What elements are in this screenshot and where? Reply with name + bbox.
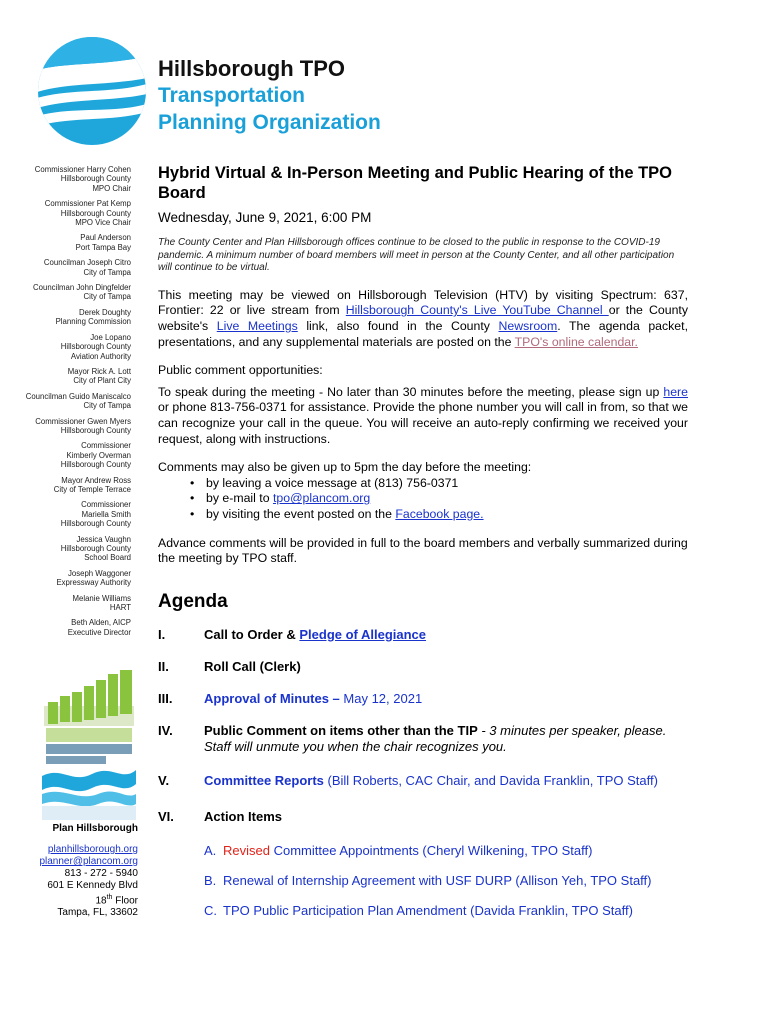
online-calendar-link[interactable]: TPO's online calendar. — [514, 334, 638, 349]
org-name-line3: Planning Organization — [158, 111, 381, 134]
public-comment-label: Public comment opportunities: — [158, 363, 323, 378]
board-member — [18, 283, 131, 302]
board-member-line: Commissioner Pat Kemp — [44, 199, 131, 209]
email-link[interactable]: planner@plancom.org — [39, 856, 138, 867]
board-member-line: School Board — [84, 553, 131, 563]
board-member — [18, 618, 131, 637]
board-member — [18, 500, 131, 528]
board-member-line: MPO Chair — [92, 183, 131, 193]
agenda-item-title: Action Items — [204, 808, 283, 824]
board-member-line: Derek Doughty — [78, 307, 131, 317]
website-link[interactable]: planhillsborough.org — [47, 844, 138, 855]
agenda-item-title: Roll Call (Clerk) — [204, 658, 301, 674]
revised-label: Revised — [223, 842, 270, 858]
action-item — [158, 873, 688, 889]
contact-city: Tampa, FL, 33602 — [57, 907, 138, 919]
list-item: • by visiting the event posted on the Facebook page. — [206, 507, 688, 523]
board-member-line: Councilman Joseph Citro — [43, 258, 131, 268]
board-member-line: Hillsborough County — [60, 460, 131, 470]
board-member-line: HART — [109, 603, 131, 613]
board-member-line: Hillsborough County — [60, 544, 131, 553]
agenda-item — [158, 723, 688, 755]
board-member — [18, 367, 131, 386]
agenda-item — [158, 809, 688, 825]
agenda-item-number: III. — [158, 690, 173, 706]
board-member — [18, 594, 131, 613]
board-members-list — [18, 165, 131, 643]
page-title: Hybrid Virtual & In-Person Meeting and Public Hearing of the TPO Board — [158, 164, 673, 202]
board-member-line: Hillsborough County — [60, 519, 131, 529]
board-member-line: Hillsborough County — [60, 174, 131, 184]
board-member-line: Melanie Williams — [72, 593, 131, 603]
speak-info: To speak during the meeting - No later than 30 minutes before the meeting, please sign up here or phone 813-756-0371 for assistance. Provide the phone number you will call in from, so that we can recognize your call in the queue. You will receive an auto-reply confirming we received your request, along with instructions. — [158, 384, 688, 446]
list-item: • by leaving a voice message at (813) 756-0371 — [206, 476, 688, 492]
newsroom-link[interactable]: Newsroom — [498, 318, 558, 333]
main-content — [158, 163, 688, 919]
org-name-line2: Transportation — [158, 84, 306, 107]
board-member — [18, 308, 131, 327]
board-member-line: Jessica Vaughn — [76, 534, 131, 544]
action-item-text: TPO Public Participation Plan Amendment (Davida Franklin, TPO Staff) — [223, 902, 633, 918]
meeting-date: Wednesday, June 9, 2021, 6:00 PM — [158, 210, 372, 225]
agenda-item-number: II. — [158, 658, 169, 674]
board-member — [18, 441, 131, 469]
list-item: • by e-mail to tpo@plancom.org — [206, 491, 688, 507]
board-member — [18, 476, 131, 495]
comments-intro: Comments may also be given up to 5pm the day before the meeting: • by leaving a voice message at (813) 756-0371 • by e-mail to tpo@plancom.org • by visiting the event posted on the Facebook page. — [158, 460, 688, 522]
board-member-line: Joe Lopano — [90, 332, 131, 342]
board-member — [18, 535, 131, 563]
board-member-line: Port Tampa Bay — [75, 242, 131, 252]
board-member — [18, 233, 131, 252]
agenda-heading: Agenda — [158, 590, 228, 612]
contact-info — [18, 823, 138, 919]
agenda-item — [158, 659, 688, 675]
board-member-line: Mayor Rick A. Lott — [67, 366, 131, 376]
action-item — [158, 843, 688, 859]
board-member-line: Councilman John Dingfelder — [33, 283, 131, 293]
board-member-line: Hillsborough County — [60, 208, 131, 218]
action-item-text: Renewal of Internship Agreement with USF DURP (Allison Yeh, TPO Staff) — [223, 872, 652, 888]
board-member-line: Paul Anderson — [80, 233, 131, 243]
board-member-line: Kimberly Overman — [66, 450, 131, 460]
board-member-line: Hillsborough County — [60, 425, 131, 435]
board-member-line: City of Tampa — [83, 267, 131, 277]
board-member-line: Commissioner — [81, 441, 131, 451]
contact-title: Plan Hillsborough — [52, 823, 138, 834]
agenda-item-title: Committee Reports — [204, 772, 324, 788]
agenda-item-number: IV. — [158, 722, 173, 738]
board-member-line: Mayor Andrew Ross — [61, 475, 131, 485]
board-member — [18, 333, 131, 361]
agenda-item-number: VI. — [158, 808, 174, 824]
board-member-line: Expressway Authority — [56, 578, 131, 588]
agenda-item-detail: - 3 minutes per speaker, please. Staff will unmute you when the chair recognizes you. — [204, 722, 667, 754]
agenda-item — [158, 773, 688, 789]
live-meetings-link[interactable]: Live Meetings — [216, 318, 298, 333]
board-member-line: Commissioner — [81, 500, 131, 510]
action-item-letter: B. — [204, 872, 217, 888]
agenda-item — [158, 691, 688, 707]
viewing-info: This meeting may be viewed on Hillsborough Television (HTV) by visiting Spectrum: 637, Frontier: 22 or live stream from Hillsborough County's Live YouTube Channel or the County website's Live Meetings link, also found in the County Newsroom. The agenda packet, presentations, and any supplemental materials are posted on the TPO's online calendar. — [158, 287, 688, 349]
action-item-letter: C. — [204, 902, 217, 918]
tpo-logo-icon — [37, 36, 147, 146]
sidebar-artwork-icon — [42, 666, 136, 820]
agenda-list — [158, 627, 688, 919]
agenda-item-title: Call to Order & — [204, 626, 300, 642]
board-member-line: City of Plant City — [73, 376, 131, 386]
agenda-item-number: V. — [158, 772, 170, 788]
org-name — [158, 55, 381, 136]
agenda-item — [158, 627, 688, 643]
org-name-line1: Hillsborough TPO — [158, 56, 345, 81]
comment-methods-list — [158, 476, 688, 523]
board-member — [18, 569, 131, 588]
advance-comments: Advance comments will be provided in full to the board members and verbally summarized during the meeting by TPO staff. — [158, 535, 688, 566]
action-item-text: Committee Appointments (Cheryl Wilkening, TPO Staff) — [269, 842, 593, 858]
tpo-email-link[interactable]: tpo@plancom.org — [272, 491, 371, 506]
sign-up-here-link[interactable]: here — [663, 384, 688, 399]
board-member-line: Beth Alden, AICP — [71, 618, 131, 628]
board-member-line: City of Temple Terrace — [53, 484, 131, 494]
board-member-line: Executive Director — [67, 627, 131, 637]
agenda-item-number: I. — [158, 626, 166, 642]
agenda-item-detail: (Bill Roberts, CAC Chair, and Davida Franklin, TPO Staff) — [323, 772, 658, 788]
board-member-line: Joseph Waggoner — [68, 568, 131, 578]
contact-floor: 18th Floor — [95, 894, 138, 907]
covid-notice: The County Center and Plan Hillsborough offices continue to be closed to the public in response to the COVID-19 pandemic. A minimum number of board members will meet in person at the County Center, and all other participation will continue to be virtual. — [158, 237, 675, 274]
board-member-line: Aviation Authority — [70, 351, 131, 361]
board-member — [18, 165, 131, 193]
agenda-item-detail: May 12, 2021 — [339, 690, 423, 706]
youtube-channel-link[interactable]: Hillsborough County's Live YouTube Channel — [345, 303, 609, 318]
contact-address: 601 E Kennedy Blvd — [47, 880, 138, 891]
pledge-of-allegiance-link[interactable]: Pledge of Allegiance — [299, 626, 427, 642]
board-member-line: Planning Commission — [55, 317, 131, 327]
facebook-page-link[interactable]: Facebook page. — [395, 506, 484, 521]
action-item-letter: A. — [204, 842, 217, 858]
board-member — [18, 199, 131, 227]
board-member-line: Councilman Guido Maniscalco — [25, 391, 131, 401]
board-member-line: Hillsborough County — [60, 342, 131, 352]
board-member-line: MPO Vice Chair — [75, 218, 131, 228]
board-member — [18, 258, 131, 277]
board-member-line: Mariella Smith — [81, 509, 131, 519]
board-member-line: City of Tampa — [83, 292, 131, 302]
contact-phone: 813 - 272 - 5940 — [64, 868, 138, 879]
board-member-line: City of Tampa — [83, 401, 131, 411]
board-member-line: Commissioner Gwen Myers — [35, 416, 131, 426]
agenda-item-title: Public Comment on items other than the TIP — [204, 722, 478, 738]
board-member — [18, 417, 131, 436]
agenda-item-title: Approval of Minutes – — [204, 690, 340, 706]
action-item — [158, 903, 688, 919]
board-member — [18, 392, 131, 411]
board-member-line: Commissioner Harry Cohen — [34, 165, 131, 174]
